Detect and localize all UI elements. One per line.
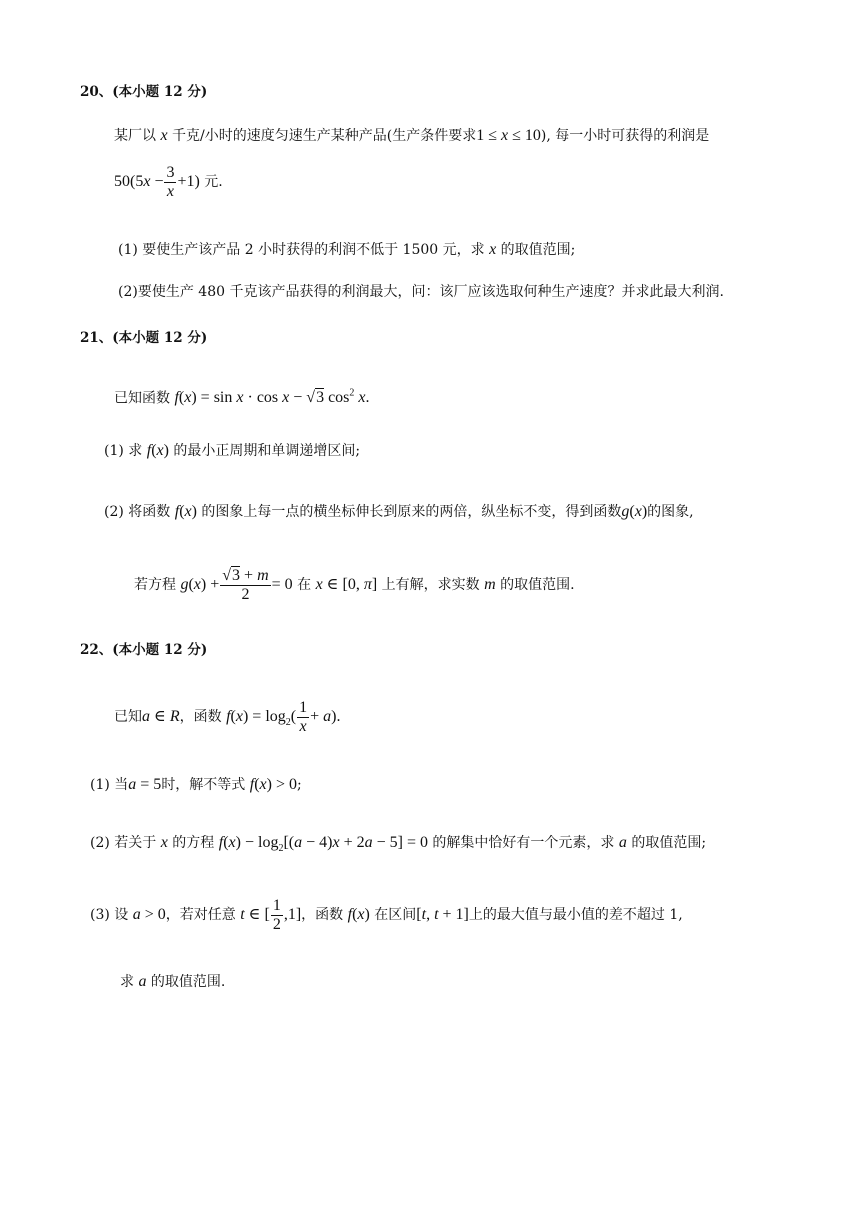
q22-part2: (2) 若关于 x 的方程 $f(x) - \log_2[(a - 4)x + 2a - 5] = 0$ 的解集中恰好有一个元素，求 a 的取值范围; (90, 834, 707, 855)
q21-part2: (2) 将函数 f(x) 的图象上每一点的横坐标伸长到原来的两倍，纵坐标不变，得到函数g(x)的图象, (104, 503, 694, 520)
q22-part3: (3) 设 a > 0，若对任意 t ∈ [ $\frac{1}{2}$ ,1]，函数 f(x) 在区间[t, t + 1]上的最大值与最小值的差不超过 1, (90, 896, 683, 933)
q22-function-def: 已知a ∈ R，函数 $f(x) = \log_2$( $\frac{1}{x}$ + a). (114, 698, 341, 735)
q21-part1: (1) 求 f(x) 的最小正周期和单调递增区间; (104, 442, 361, 459)
question-22-heading: 22、(本小题 12 分) (80, 642, 208, 658)
q20-part1: (1) 要使生产该产品 2 小时获得的利润不低于 1500 元，求 x 的取值范围; (118, 241, 576, 258)
q20-part2: (2)要使生产 480 千克该产品获得的利润最大，问：该厂应该选取何种生产速度？并求此最大利润. (118, 284, 724, 300)
q22-part3-continued: 求 a 的取值范围. (120, 973, 226, 990)
question-21-heading: 21、(本小题 12 分) (80, 330, 208, 346)
q22-part1: (1) 当a = 5时，解不等式 f(x) > 0; (90, 776, 302, 793)
q21-function-def: 已知函数 f(x) = sin x · cos x − √3 $\cos^2 x$. (114, 388, 370, 407)
q21-part2-equation: 若方程 g(x) + $\frac{√3 + m}{2}$ = 0 在 x ∈ [0, π] 上有解，求实数 m 的取值范围. (134, 566, 575, 603)
question-20-heading: 20、(本小题 12 分) (80, 84, 208, 100)
q20-statement-line1: 某厂以 x 千克/小时的速度匀速生产某种产品(生产条件要求1 ≤ x ≤ 10), 每一小时可获得的利润是 (114, 127, 710, 144)
q20-profit-formula: 50(5x − $\frac{3}{x}$ +1) 元. (114, 163, 223, 200)
